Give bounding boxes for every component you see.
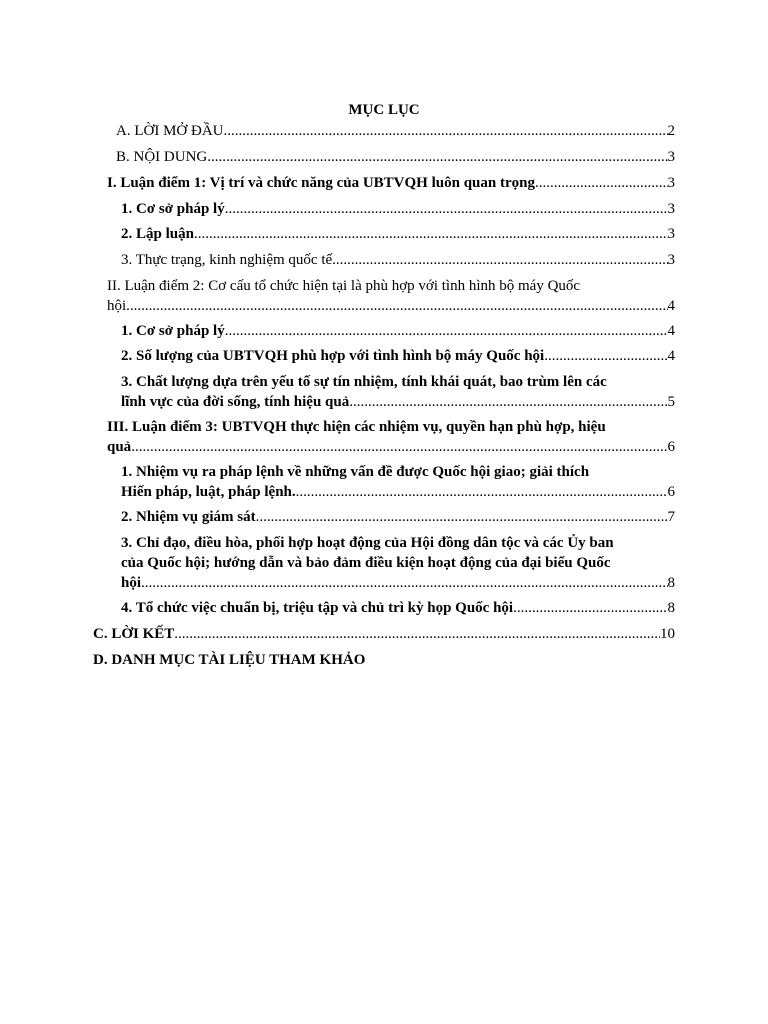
toc-entry-text: 1. Cơ sở pháp lý — [121, 323, 225, 339]
toc-entry-section-2 — [107, 276, 675, 316]
toc-entry-text: 4. Tổ chức việc chuẩn bị, triệu tập và chủ trì kỳ họp Quốc hội — [121, 600, 514, 616]
toc-entry-text: 1. Cơ sở pháp lý — [121, 201, 225, 217]
toc-entry-text: III. Luận điểm 3: UBTVQH thực hiện các nhiệm vụ, quyền hạn phù hợp, hiệu — [107, 419, 606, 435]
toc-page-number: 3 — [667, 175, 675, 191]
toc-page-number: 6 — [667, 439, 675, 455]
dot-leader — [141, 573, 667, 593]
toc-page-number: 8 — [667, 575, 675, 591]
toc-page-number: 6 — [667, 484, 675, 500]
toc-entry-section-3 — [107, 417, 675, 457]
dot-leader — [535, 173, 668, 193]
dot-leader — [332, 250, 667, 270]
toc-entry-3-3 — [121, 533, 675, 593]
dot-leader — [194, 224, 668, 244]
toc-entry-1-1 — [121, 199, 675, 219]
toc-page-number: 7 — [667, 509, 675, 525]
toc-entry-text: B. NỘI DUNG — [116, 149, 208, 165]
toc-entry-text: 2. Lập luận — [121, 226, 194, 242]
dot-leader — [224, 121, 668, 141]
toc-entry-text-cont: Hiến pháp, luật, pháp lệnh. — [121, 484, 296, 500]
toc-entry-2-2 — [121, 346, 675, 366]
toc-page-number: 4 — [667, 348, 675, 364]
toc-entry-d — [93, 650, 675, 670]
toc-entry-1-3 — [121, 250, 675, 270]
toc-page-number: 5 — [667, 394, 675, 410]
toc-page-number: 3 — [667, 252, 675, 268]
toc-entry-text: II. Luận điểm 2: Cơ cấu tổ chức hiện tại là phù hợp với tình hình bộ máy Quốc — [107, 278, 581, 294]
toc-page-number: 3 — [667, 149, 675, 165]
toc-entry-text: D. DANH MỤC TÀI LIỆU THAM KHẢO — [93, 652, 366, 668]
dot-leader — [126, 296, 667, 316]
toc-entry-text-cont: hội — [107, 298, 127, 314]
dot-leader — [256, 507, 668, 527]
dot-leader — [225, 321, 668, 341]
dot-leader — [349, 392, 667, 412]
toc-entry-1-2 — [121, 224, 675, 244]
toc-entry-text: A. LỜI MỞ ĐẦU — [116, 123, 224, 139]
dot-leader — [296, 482, 668, 502]
toc-page-number: 8 — [667, 600, 675, 616]
toc-entry-text: 2. Số lượng của UBTVQH phù hợp với tình hình bộ máy Quốc hội — [121, 348, 545, 364]
dot-leader — [513, 598, 667, 618]
toc-entry-text: I. Luận điểm 1: Vị trí và chức năng của UBTVQH luôn quan trọng — [107, 175, 535, 191]
toc-page-number: 2 — [667, 123, 675, 139]
dot-leader — [225, 199, 668, 219]
toc-entry-2-3 — [121, 372, 675, 412]
toc-entry-c — [93, 624, 675, 644]
toc-entry-text: 3. Thực trạng, kinh nghiệm quốc tế — [121, 252, 333, 268]
toc-title: MỤC LỤC — [348, 102, 420, 118]
toc-entry-section-1 — [107, 173, 675, 193]
toc-entry-text: C. LỜI KẾT — [93, 626, 175, 642]
toc-entry-3-4 — [121, 598, 675, 618]
toc-page-number: 4 — [667, 298, 675, 314]
toc-entry-text-cont: lĩnh vực của đời sống, tính hiệu quả — [121, 394, 350, 410]
toc-entry-text-cont: hội — [121, 575, 142, 591]
toc-entry-text-cont: của Quốc hội; hướng dẫn và bảo đảm điều kiện hoạt động của đại biểu Quốc — [121, 555, 611, 571]
toc-entry-text: 2. Nhiệm vụ giám sát — [121, 509, 256, 525]
toc-entry-3-1 — [121, 462, 675, 502]
toc-entry-3-2 — [121, 507, 675, 527]
toc-entry-b — [116, 147, 675, 167]
dot-leader — [207, 147, 667, 167]
toc-entry-text: 1. Nhiệm vụ ra pháp lệnh về những vấn đề được Quốc hội giao; giải thích — [121, 464, 590, 480]
toc-page-number: 3 — [667, 226, 675, 242]
dot-leader — [131, 437, 667, 457]
toc-page-number: 10 — [660, 626, 675, 642]
toc-entry-text: 3. Chỉ đạo, điều hòa, phối hợp hoạt động của Hội đồng dân tộc và các Ủy ban — [121, 535, 614, 551]
toc-page-number: 3 — [667, 201, 675, 217]
toc-page-number: 4 — [667, 323, 675, 339]
toc-entry-text: 3. Chất lượng dựa trên yếu tố sự tín nhiệm, tính khái quát, bao trùm lên các — [121, 374, 607, 390]
dot-leader — [174, 624, 660, 644]
toc-entry-text-cont: quả — [107, 439, 132, 455]
dot-leader — [544, 346, 667, 366]
toc-entry-2-1 — [121, 321, 675, 341]
toc-entry-a — [116, 121, 675, 141]
